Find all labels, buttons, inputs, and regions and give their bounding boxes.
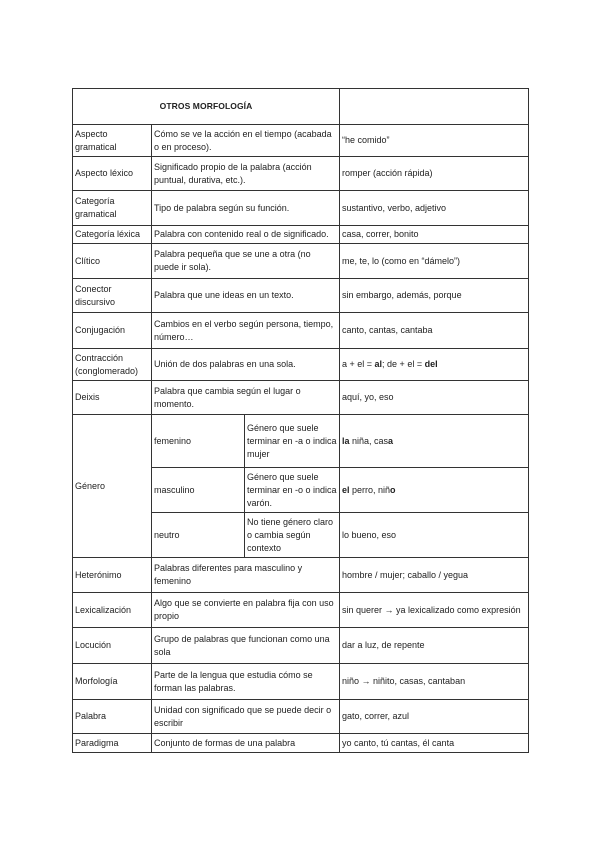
table-row [73,628,529,664]
example-cell: el perro, niño [340,468,529,513]
example-cell: me, te, lo (como en “dámelo”) [340,244,529,279]
term-cell: Locución [73,628,152,664]
term-cell: Categoría léxica [73,226,152,244]
example-cell: hombre / mujer; caballo / yegua [340,558,529,593]
definition-cell: Significado propio de la palabra (acción puntual, durativa, etc.). [152,157,340,191]
example-cell: gato, correr, azul [340,700,529,734]
term-cell: Morfología [73,664,152,700]
term-cell: Aspecto gramatical [73,125,152,157]
example-cell: lo bueno, eso [340,513,529,558]
term-cell: Contracción (conglomerado) [73,349,152,381]
example-cell: “he comido” [340,125,529,157]
definition-cell: Género que suele terminar en -o o indica varón. [245,468,340,513]
term-cell: Palabra [73,700,152,734]
subcategory-cell: femenino [152,415,245,468]
example-cell: sin querer → ya lexicalizado como expresión [340,593,529,628]
table-row [73,157,529,191]
term-cell: Heterónimo [73,558,152,593]
term-cell: Aspecto léxico [73,157,152,191]
subcategory-cell: masculino [152,468,245,513]
term-cell: Lexicalización [73,593,152,628]
definition-cell: Cómo se ve la acción en el tiempo (acabada o en proceso). [152,125,340,157]
example-cell: la niña, casa [340,415,529,468]
table-row-genero-femenino [73,415,529,468]
table-header-empty-cell [340,89,529,125]
term-cell: Conjugación [73,313,152,349]
definition-cell: Parte de la lengua que estudia cómo se forman las palabras. [152,664,340,700]
term-cell: Clítico [73,244,152,279]
table-row [73,125,529,157]
table-row [73,700,529,734]
term-cell: Categoría gramatical [73,191,152,226]
example-cell: sustantivo, verbo, adjetivo [340,191,529,226]
table-row [73,244,529,279]
example-cell: sin embargo, además, porque [340,279,529,313]
glossary-table [72,88,529,753]
subcategory-cell: neutro [152,513,245,558]
example-cell: dar a luz, de repente [340,628,529,664]
definition-cell: Grupo de palabras que funcionan como una sola [152,628,340,664]
definition-cell: Cambios en el verbo según persona, tiempo, número… [152,313,340,349]
table-row [73,381,529,415]
table-row [73,226,529,244]
example-cell: romper (acción rápida) [340,157,529,191]
definition-cell: Palabras diferentes para masculino y femenino [152,558,340,593]
table-row [73,734,529,753]
table-title: OTROS MORFOLOGÍA [73,89,340,125]
definition-cell: Palabra que une ideas en un texto. [152,279,340,313]
example-cell: casa, correr, bonito [340,226,529,244]
table-row [73,191,529,226]
example-cell: canto, cantas, cantaba [340,313,529,349]
example-cell: niño → niñito, casas, cantaban [340,664,529,700]
definition-cell: Conjunto de formas de una palabra [152,734,340,753]
table-row [73,349,529,381]
definition-cell: Tipo de palabra según su función. [152,191,340,226]
table-header-row [73,89,529,125]
definition-cell: Palabra con contenido real o de significado. [152,226,340,244]
definition-cell: Palabra pequeña que se une a otra (no puede ir sola). [152,244,340,279]
term-cell: Género [73,415,152,558]
definition-cell: Algo que se convierte en palabra fija con uso propio [152,593,340,628]
term-cell: Conector discursivo [73,279,152,313]
definition-cell: Unión de dos palabras en una sola. [152,349,340,381]
definition-cell: Género que suele terminar en -a o indica mujer [245,415,340,468]
table-row [73,593,529,628]
definition-cell: Palabra que cambia según el lugar o momento. [152,381,340,415]
table-row [73,558,529,593]
table-row [73,313,529,349]
example-cell: a + el = al; de + el = del [340,349,529,381]
example-cell: yo canto, tú cantas, él canta [340,734,529,753]
definition-cell: Unidad con significado que se puede decir o escribir [152,700,340,734]
term-cell: Paradigma [73,734,152,753]
table-row [73,279,529,313]
table-row [73,664,529,700]
example-cell: aquí, yo, eso [340,381,529,415]
term-cell: Deixis [73,381,152,415]
definition-cell: No tiene género claro o cambia según contexto [245,513,340,558]
